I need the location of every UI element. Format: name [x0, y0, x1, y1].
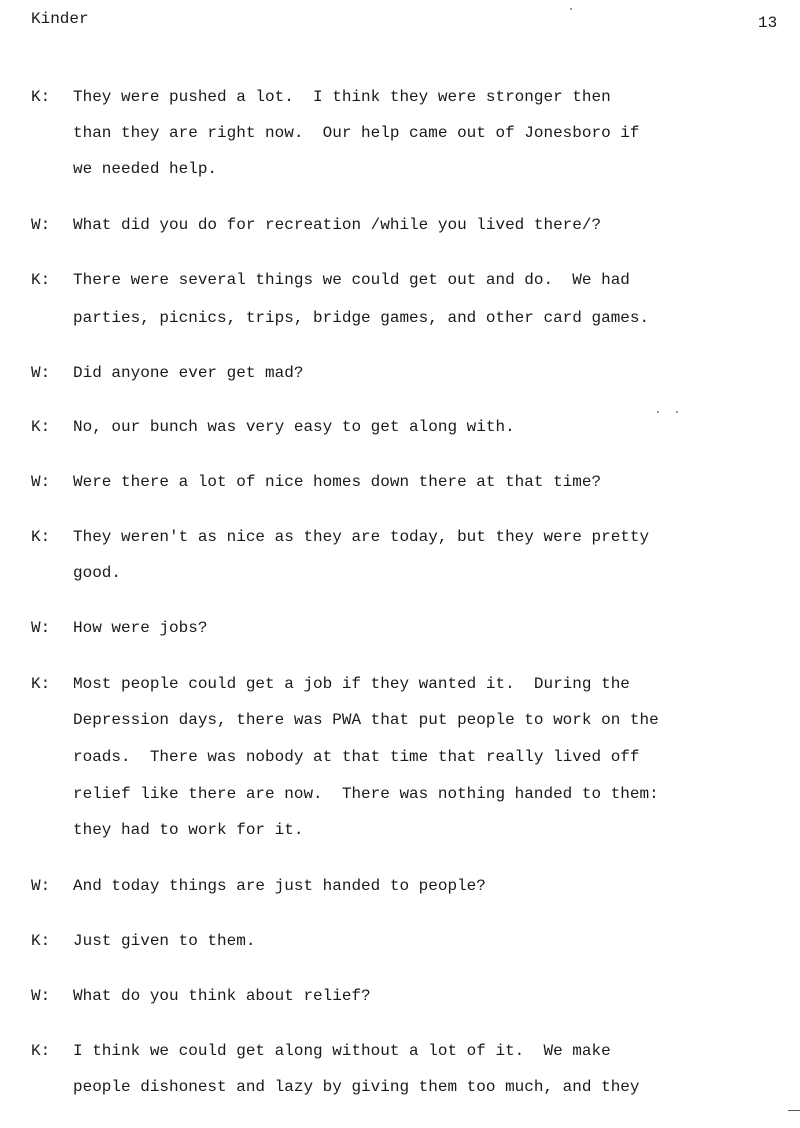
transcript-line: No, our bunch was very easy to get along with.	[73, 418, 515, 436]
transcript-line: relief like there are now. There was nothing handed to them:	[73, 785, 659, 803]
speaker-label: K:	[31, 271, 51, 289]
speaker-label: K:	[31, 88, 51, 106]
speaker-label: K:	[31, 418, 51, 436]
transcript-line: Depression days, there was PWA that put people to work on the	[73, 711, 659, 729]
transcript-line: roads. There was nobody at that time that really lived off	[73, 748, 640, 766]
scan-speck	[676, 411, 678, 413]
transcript-line: And today things are just handed to people?	[73, 877, 486, 895]
transcript-line: There were several things we could get out and do. We had	[73, 271, 630, 289]
speaker-label: K:	[31, 528, 51, 546]
speaker-label: K:	[31, 1042, 51, 1060]
transcript-line: What do you think about relief?	[73, 987, 371, 1005]
transcript-line: than they are right now. Our help came out of Jonesboro if	[73, 124, 640, 142]
speaker-label: W:	[31, 364, 51, 382]
speaker-label: K:	[31, 932, 51, 950]
transcript-line: Most people could get a job if they wanted it. During the	[73, 675, 630, 693]
transcript-line: They weren't as nice as they are today, but they were pretty	[73, 528, 650, 546]
speaker-label: W:	[31, 619, 51, 637]
transcript-line: people dishonest and lazy by giving them too much, and they	[73, 1078, 640, 1096]
transcript-line: How were jobs?	[73, 619, 208, 637]
speaker-label: W:	[31, 987, 51, 1005]
transcript-line: good.	[73, 564, 122, 582]
transcript-line: parties, picnics, trips, bridge games, and other card games.	[73, 309, 650, 327]
transcript-line: Did anyone ever get mad?	[73, 364, 304, 382]
scan-speck	[570, 8, 572, 10]
transcript-line: What did you do for recreation /while you lived there/?	[73, 216, 602, 234]
speaker-label: W:	[31, 473, 51, 491]
transcript-line: Just given to them.	[73, 932, 256, 950]
transcript-line: they had to work for it.	[73, 821, 304, 839]
page-header-name: Kinder	[31, 10, 89, 28]
scan-speck	[657, 411, 659, 413]
speaker-label: W:	[31, 877, 51, 895]
transcript-line: They were pushed a lot. I think they were stronger then	[73, 88, 611, 106]
transcript-line: Were there a lot of nice homes down there at that time?	[73, 473, 602, 491]
transcript-line: we needed help.	[73, 160, 218, 178]
page-number: 13	[758, 14, 778, 32]
speaker-label: W:	[31, 216, 51, 234]
speaker-label: K:	[31, 675, 51, 693]
transcript-line: I think we could get along without a lot of it. We make	[73, 1042, 611, 1060]
scan-edge-mark	[788, 1110, 800, 1111]
